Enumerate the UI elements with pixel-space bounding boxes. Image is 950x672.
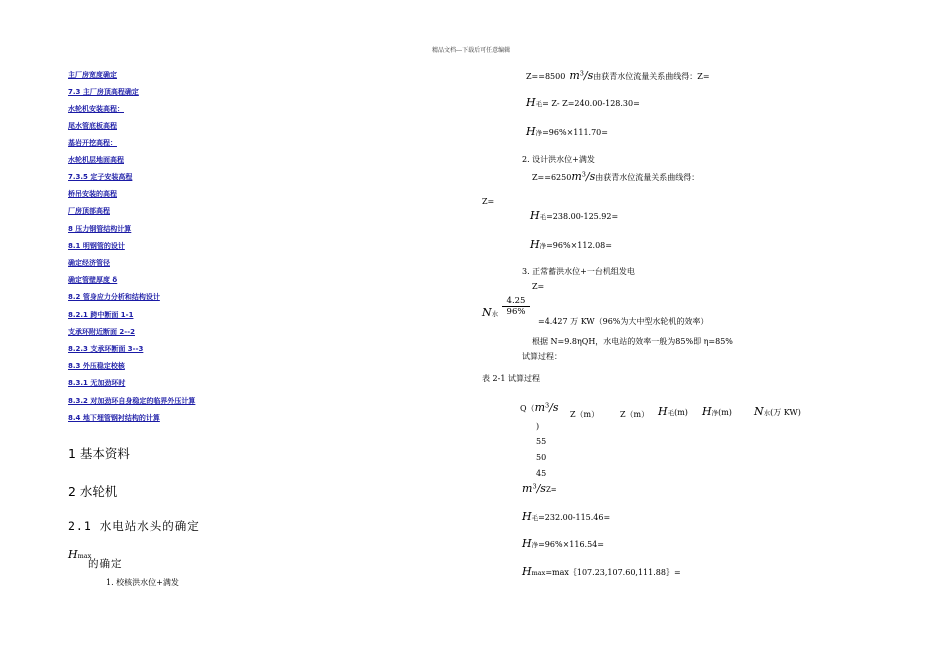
unit-text: (m) [674, 408, 688, 417]
section-heading-2: 2 水轮机 [68, 484, 118, 499]
col-q-label: Q（ [520, 404, 535, 413]
h-symbol: H [526, 96, 536, 109]
h-subscript: max [531, 569, 546, 577]
unit-text: (m) [718, 408, 732, 417]
power-text: =4.427 万 KW（96%为大中型水轮机的效率） [538, 317, 709, 326]
n-symbol: N [482, 306, 492, 319]
unit-tail: /s [585, 170, 596, 183]
page-header-note: 精品文档---下载后可任意编辑 [432, 47, 511, 54]
flow-text-1: 由获青水位流量关系曲线得：Z= [593, 72, 710, 81]
toc-link[interactable]: 7.3.5 定子安装高程 [68, 173, 133, 181]
h-symbol: H [530, 238, 540, 251]
toc-link[interactable]: 厂房顶部高程 [68, 207, 110, 215]
net-head-3-text: =96%×116.54= [538, 540, 604, 549]
trial-text: 试算过程： [522, 352, 562, 361]
n-symbol: N [754, 405, 764, 418]
q-value-1: 55 [536, 437, 547, 446]
toc-link[interactable]: 主厂房宽度确定 [68, 71, 117, 79]
item-1: 1. 校核洪水位+满发 [106, 578, 179, 587]
toc-link[interactable]: 7.3 主厂房顶高程确定 [68, 88, 139, 96]
subsection-heading-2-1: 2.1 水电站水头的确定 [68, 519, 200, 533]
toc-link[interactable]: 8.2.3 支承环断面 3--3 [68, 345, 144, 353]
column-n-header [754, 405, 801, 418]
z-equals: Z= [482, 197, 495, 206]
net-head-1-text: =96%×111.70= [542, 128, 608, 137]
unit-sup: 3 [581, 170, 586, 179]
h-symbol: H [658, 405, 668, 418]
net-head-1 [526, 125, 608, 138]
net-head-3 [522, 537, 604, 550]
toc-link[interactable]: 8.3.2 对加劲环自身稳定的临界外压计算 [68, 397, 196, 405]
toc-link[interactable]: 8.1 明钢管的设计 [68, 242, 125, 250]
flow-line-1 [526, 69, 710, 82]
column-z1-header: Z（m） [570, 410, 600, 419]
toc-link[interactable]: 8.3.1 无加劲环时 [68, 379, 126, 387]
power-fraction [502, 296, 530, 317]
unit-m: m [534, 401, 545, 414]
q-value-3: 45 [536, 469, 547, 478]
toc-link[interactable]: 8.2 管身应力分析和结构设计 [68, 293, 160, 301]
unit-sup: 3 [532, 482, 537, 491]
column-h2-header [702, 405, 732, 418]
h-symbol: H [530, 209, 540, 222]
h-subscript: 净 [531, 541, 539, 549]
unit-sup: 3 [545, 401, 550, 410]
net-head-2 [530, 238, 612, 251]
h-subscript: 净 [539, 242, 547, 250]
toc-link[interactable]: 水轮机安装高程： [68, 105, 124, 113]
unit-tail: /s [536, 482, 546, 495]
column-h1-header [658, 405, 688, 418]
flow-text-2: 由获青水位流量关系曲线得： [595, 173, 700, 182]
hmax-subscript: max [77, 552, 92, 560]
h-subscript: 毛 [531, 514, 539, 522]
item-3: 3. 正常蓄洪水位+一台机组发电 [522, 267, 635, 276]
q-value-2: 50 [536, 453, 547, 462]
unit-m: m [569, 69, 580, 82]
unit-m: m [571, 170, 582, 183]
item-2: 2. 设计洪水位+满发 [522, 155, 595, 164]
column-z2-header: Z（m） [620, 410, 650, 419]
hmax-text: 的确定 [88, 558, 123, 570]
toc-link[interactable]: 8.2.1 跨中断面 1-1 [68, 311, 134, 319]
gross-head-3-text: =232.00-115.46= [538, 513, 611, 522]
fraction-numerator: 4.25 [506, 296, 526, 306]
toc-link[interactable]: 基岩开挖高程： [68, 139, 117, 147]
unit-tail: /s [549, 401, 559, 414]
gross-head-1-text: = Z- Z=240.00-128.30= [542, 99, 640, 108]
toc-link[interactable]: 支承环附近断面 2--2 [68, 328, 135, 336]
gross-head-1 [526, 96, 640, 109]
flow-unit-line [522, 482, 557, 495]
n-subscript: 水 [763, 409, 771, 417]
flow-line-2 [532, 170, 699, 183]
z-equals-2: Z= [532, 282, 545, 291]
gross-head-3 [522, 510, 610, 523]
toc-link[interactable]: 8.4 地下埋管钢衬结构的计算 [68, 414, 160, 422]
h-subscript: 毛 [539, 213, 547, 221]
fraction-denominator: 96% [502, 306, 530, 317]
h-subscript: 净 [535, 129, 543, 137]
hmax-result-text: =max｛107.23,107.60,111.88｝= [545, 568, 681, 577]
h-symbol: H [522, 510, 532, 523]
column-q-header [520, 401, 559, 414]
h-symbol: H [526, 125, 536, 138]
z-equals-3: Z= [545, 486, 557, 494]
h-subscript: 毛 [667, 409, 675, 417]
unit-m: m [522, 482, 533, 495]
n-subscript: 水 [491, 310, 499, 318]
toc-link[interactable]: 水轮机层地面高程 [68, 156, 124, 164]
h-symbol: H [522, 537, 532, 550]
flow-value-1: Z==8500 [526, 72, 566, 81]
gross-head-2 [530, 209, 618, 222]
flow-value-2: Z==6250 [532, 173, 572, 182]
power-line [482, 306, 498, 319]
section-heading-1: 1 基本资料 [68, 446, 130, 461]
basis-text: 根据 N=9.8ηQH，水电站的效率一般为85%即 η=85% [532, 337, 733, 346]
column-q-close: ) [536, 422, 540, 431]
unit-tail: /s [583, 69, 594, 82]
gross-head-2-text: =238.00-125.92= [546, 212, 619, 221]
toc-link[interactable]: 8 压力钢管结构计算 [68, 225, 132, 233]
toc-link[interactable]: 桥吊安装的高程 [68, 190, 117, 198]
hmax-result [522, 565, 681, 578]
unit-text: (万 KW) [770, 408, 801, 417]
unit-sup: 3 [579, 69, 584, 78]
toc-link[interactable]: 尾水管底板高程 [68, 122, 117, 130]
table-caption: 表 2-1 试算过程 [482, 374, 540, 383]
toc-link[interactable]: 确定管壁厚度 δ [68, 276, 118, 284]
toc-link[interactable]: 8.3 外压稳定校核 [68, 362, 125, 370]
h-symbol: H [522, 565, 532, 578]
net-head-2-text: =96%×112.08= [546, 241, 612, 250]
h-subscript: 毛 [535, 100, 543, 108]
hmax-symbol: H [68, 548, 78, 561]
h-subscript: 净 [711, 409, 719, 417]
toc-link[interactable]: 确定经济管径 [68, 259, 110, 267]
h-symbol: H [702, 405, 712, 418]
